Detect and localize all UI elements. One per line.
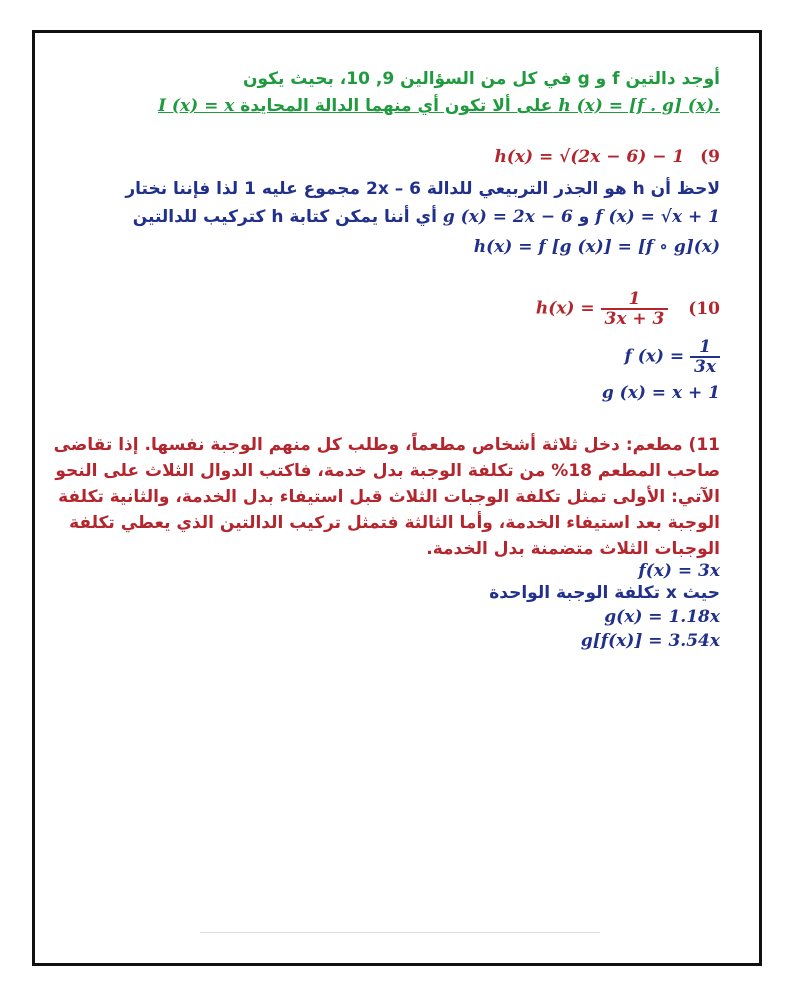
q11-f: f(x) = 3x [638,561,720,581]
q10-h-fraction [601,290,669,328]
q9-composition: h(x) = f [g (x)] = [f ∘ g](x) [473,237,720,257]
identity-eq: I (x) = x [158,96,235,116]
q9-expression-line [494,146,720,168]
q11-gf: g[f(x)] = 3.54x [580,631,720,651]
bottom-divider [200,932,600,933]
q11-note: حيث x تكلفة الوجبة الواحدة [489,583,720,603]
q9-explanation-1: لاحظ أن h هو الجذر التربيعي للدالة 6 – 2x مجموع عليه 1 لذا فإننا نختار [125,179,720,199]
q10-f-denominator: 3x [694,357,716,377]
q10-h-denominator: 3x + 3 [604,309,665,329]
q10-h-numerator: 1 [601,290,669,310]
q10-f-lhs: f (x) = [624,346,685,367]
q10-h-lhs: h(x) = [535,298,595,319]
q11-paragraph-5: الوجبات الثلاث متضمنة بدل الخدمة. [426,539,720,559]
q9-f: f (x) = √x + 1 [595,207,720,227]
q11-g: g(x) = 1.18x [604,607,720,627]
q11-paragraph-1: 11) مطعم: دخل ثلاثة أشخاص مطعماً، وطلب كل منهم الوجبة نفسها. إذا تقاضى [53,435,720,455]
q10-f-numerator: 1 [690,338,720,358]
q10-g-line: g (x) = x + 1 [601,383,720,403]
composition-eq: h (x) = [f . g] (x). [558,96,720,116]
q11-paragraph-2: صاحب المطعم 18% من تكلفة الوجبة بدل خدمة، فاكتب الدوال الثلاث على النحو [55,461,720,481]
q10-number: (10 [688,298,720,319]
q9-expression: h(x) = √(2x − 6) − 1 [494,147,685,167]
q9-g: g (x) = 2x − 6 [442,207,573,227]
q9-explanation-2 [133,206,720,228]
q10-f-line [624,338,720,376]
header-line-1: أوجد دالتين f و g في كل من السؤالين 9, 10، بحيث يكون [242,69,720,89]
header-line-2-text: على ألا تكون أي منهما الدالة المحايدة [240,96,553,116]
q11-paragraph-4: الوجبة بعد استيفاء الخدمة، وأما الثالثة فتمثل تركيب الدالتين الذي يعطي تكلفة [69,513,720,533]
q9-number: (9 [700,147,720,167]
q10-h-line [536,290,720,328]
q9-explanation-2-text: أي أننا يمكن كتابة h كتركيب للدالتين [132,207,437,227]
q9-and: و [578,207,590,227]
header-line-2 [158,95,720,117]
q10-f-fraction [690,338,720,376]
q11-paragraph-3: الآتي: الأولى تمثل تكلفة الوجبات الثلاث قبل استيفاء بدل الخدمة، والثانية تكلفة [58,487,720,507]
